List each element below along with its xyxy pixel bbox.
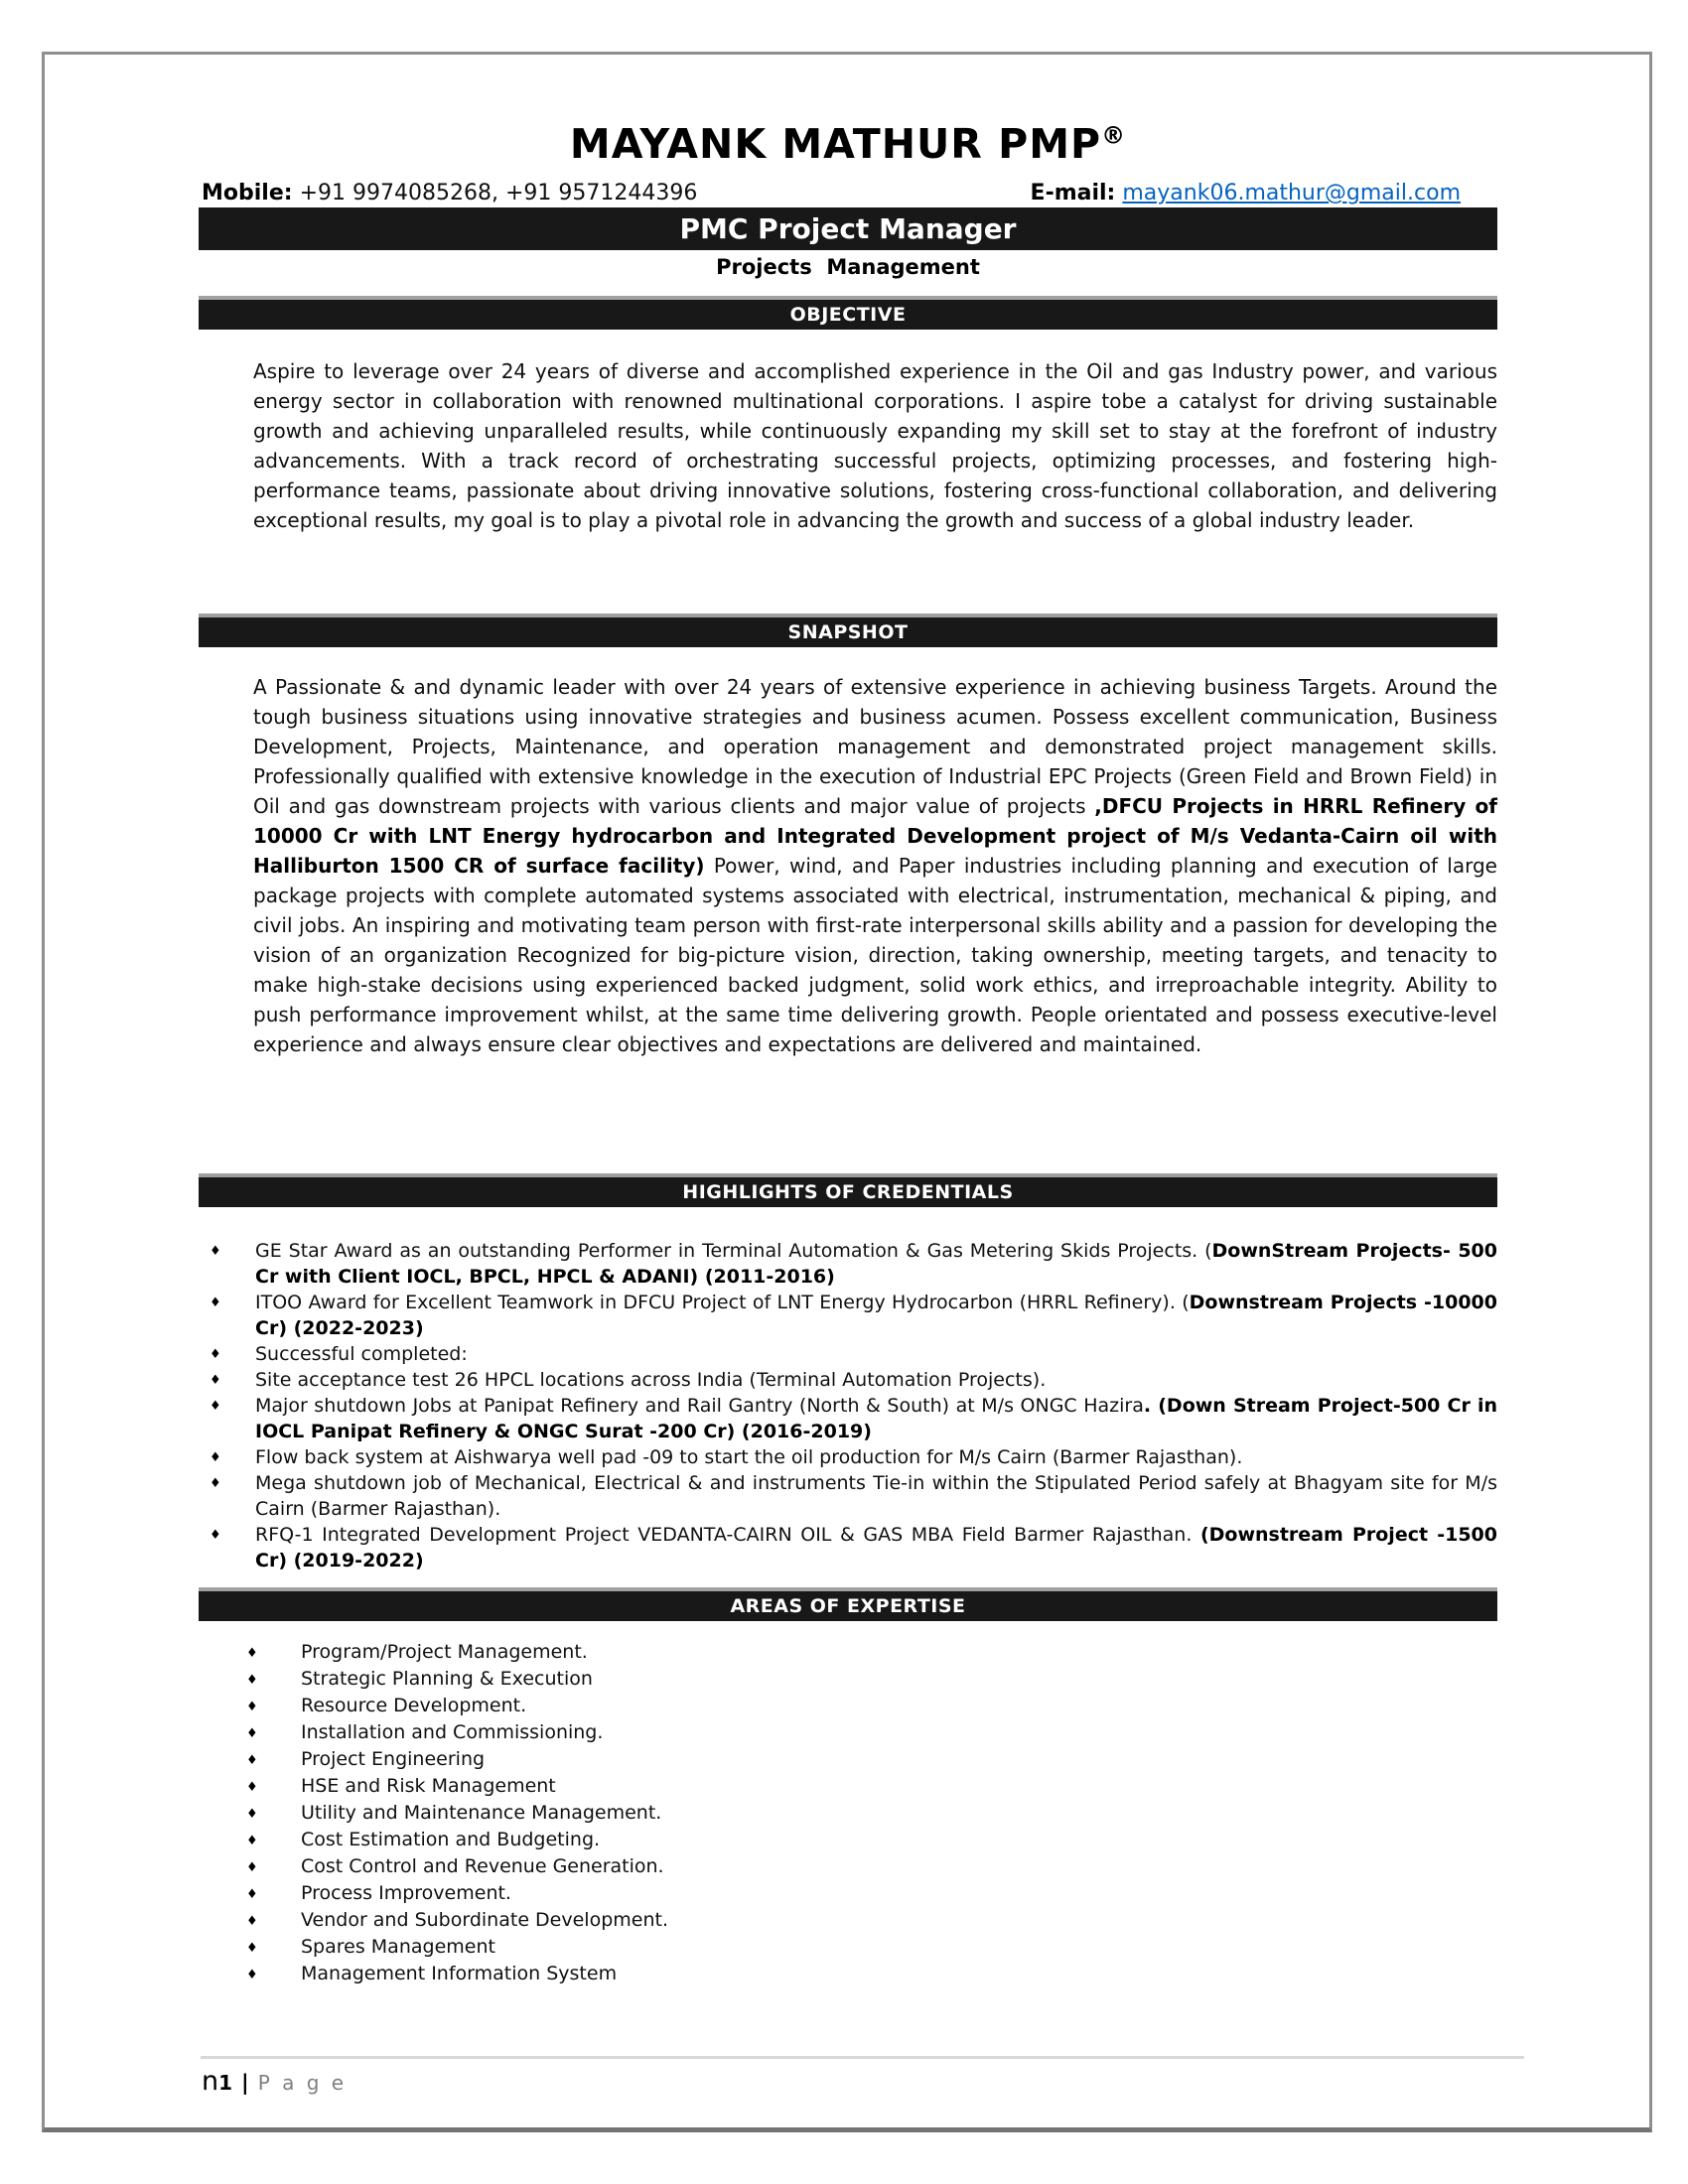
expertise-text: Cost Estimation and Budgeting. bbox=[301, 1829, 601, 1850]
snapshot-paragraph bbox=[253, 672, 1497, 1059]
highlight-text: RFQ-1 Integrated Development Project VEDANTA-CAIRN OIL & GAS MBA Field Barmer Rajasthan. bbox=[255, 1524, 1200, 1546]
expertise-text: Installation and Commissioning. bbox=[301, 1721, 604, 1743]
diamond-bullet-icon: ♦ bbox=[246, 1834, 258, 1848]
expertise-text: Spares Management bbox=[301, 1936, 495, 1958]
expertise-item bbox=[199, 1639, 1497, 1666]
footer-divider: | bbox=[241, 2071, 249, 2095]
highlight-text: Major shutdown Jobs at Panipat Refinery and Rail Gantry (North & South) at M/s ONGC Hazira bbox=[255, 1395, 1144, 1417]
diamond-bullet-icon: ♦ bbox=[246, 1887, 258, 1902]
highlight-item bbox=[199, 1470, 1497, 1522]
highlight-text: GE Star Award as an outstanding Performer in Terminal Automation & Gas Metering Skids Projects. ( bbox=[255, 1240, 1212, 1262]
diamond-bullet-icon: ♦ bbox=[210, 1296, 221, 1310]
footer-separator-line bbox=[201, 2056, 1524, 2059]
page-title bbox=[199, 120, 1497, 168]
highlight-item bbox=[199, 1367, 1497, 1393]
expertise-text: Strategic Planning & Execution bbox=[301, 1668, 593, 1690]
diamond-bullet-icon: ♦ bbox=[246, 1968, 258, 1982]
expertise-item bbox=[199, 1853, 1497, 1880]
role-title-banner: PMC Project Manager bbox=[199, 207, 1497, 250]
diamond-bullet-icon: ♦ bbox=[246, 1860, 258, 1875]
expertise-item bbox=[199, 1907, 1497, 1934]
footer-page-number: 1 bbox=[218, 2071, 233, 2095]
highlight-bold-text: Downstream Projects -10000 Cr) (2022-2023) bbox=[255, 1292, 1497, 1339]
mobile-numbers: +91 9974085268, +91 9571244396 bbox=[299, 181, 698, 205]
diamond-bullet-icon: ♦ bbox=[246, 1914, 258, 1929]
diamond-bullet-icon: ♦ bbox=[246, 1941, 258, 1956]
candidate-name: MAYANK MATHUR PMP bbox=[569, 120, 1102, 168]
section-heading-snapshot: SNAPSHOT bbox=[199, 614, 1497, 647]
highlight-text: ITOO Award for Excellent Teamwork in DFCU Project of LNT Energy Hydrocarbon (HRRL Refinery). ( bbox=[255, 1292, 1190, 1313]
highlights-list bbox=[199, 1238, 1497, 1573]
highlight-bold-text: (Downstream Project -1500 Cr) (2019-2022) bbox=[255, 1524, 1497, 1571]
expertise-item bbox=[199, 1827, 1497, 1853]
diamond-bullet-icon: ♦ bbox=[210, 1373, 221, 1388]
expertise-text: Vendor and Subordinate Development. bbox=[301, 1909, 668, 1931]
expertise-item bbox=[199, 1773, 1497, 1800]
diamond-bullet-icon: ♦ bbox=[246, 1700, 258, 1714]
diamond-bullet-icon: ♦ bbox=[246, 1753, 258, 1768]
diamond-bullet-icon: ♦ bbox=[210, 1476, 221, 1491]
highlight-text: Site acceptance test 26 HPCL locations across India (Terminal Automation Projects). bbox=[255, 1369, 1047, 1391]
expertise-text: Resource Development. bbox=[301, 1695, 527, 1716]
highlight-text: Mega shutdown job of Mechanical, Electrical & and instruments Tie-in within the Stipulated Period safely at Bhagyam site for M/s Cairn (Barmer Rajasthan). bbox=[255, 1472, 1497, 1520]
mobile-label: Mobile: bbox=[202, 181, 293, 205]
expertise-item bbox=[199, 1880, 1497, 1907]
section-heading-expertise: AREAS OF EXPERTISE bbox=[199, 1587, 1497, 1621]
diamond-bullet-icon: ♦ bbox=[210, 1347, 221, 1362]
objective-paragraph: Aspire to leverage over 24 years of diverse and accomplished experience in the Oil and gas Industry power, and various energy sector in collaboration with renowned multinational corporations. I aspire tobe a catalyst for driving sustainable growth and achieving unparalleled results, while continuously expanding my skill set to stay at the forefront of industry advancements. With a track record of orchestrating successful projects, optimizing processes, and fostering high-performance teams, passionate about driving innovative solutions, fostering cross-functional collaboration, and delivering exceptional results, my goal is to play a pivotal role in advancing the growth and success of a global industry leader. bbox=[253, 359, 1497, 532]
mobile-field bbox=[202, 181, 697, 205]
section-heading-highlights: HIGHLIGHTS OF CREDENTIALS bbox=[199, 1173, 1497, 1207]
diamond-bullet-icon: ♦ bbox=[246, 1780, 258, 1795]
expertise-text: Management Information System bbox=[301, 1963, 618, 1984]
expertise-text: Program/Project Management. bbox=[301, 1641, 588, 1663]
expertise-item bbox=[199, 1666, 1497, 1693]
expertise-item bbox=[199, 1693, 1497, 1719]
section-heading-objective: OBJECTIVE bbox=[199, 296, 1497, 330]
page-border-frame bbox=[42, 52, 1652, 2132]
expertise-text: HSE and Risk Management bbox=[301, 1775, 556, 1797]
email-label: E-mail: bbox=[1030, 181, 1116, 205]
expertise-text: Process Improvement. bbox=[301, 1882, 511, 1904]
role-subtitle: Projects Management bbox=[716, 255, 980, 279]
expertise-text: Utility and Maintenance Management. bbox=[301, 1802, 662, 1824]
diamond-bullet-icon: ♦ bbox=[246, 1726, 258, 1741]
diamond-bullet-icon: ♦ bbox=[210, 1450, 221, 1465]
email-field bbox=[1031, 181, 1461, 205]
expertise-text: Project Engineering bbox=[301, 1748, 486, 1770]
registered-trademark-mark: ® bbox=[1101, 121, 1127, 150]
expertise-item bbox=[199, 1746, 1497, 1773]
diamond-bullet-icon: ♦ bbox=[210, 1528, 221, 1543]
expertise-item bbox=[199, 1800, 1497, 1827]
expertise-item bbox=[199, 1934, 1497, 1961]
email-link[interactable]: mayank06.mathur@gmail.com bbox=[1122, 181, 1461, 205]
highlight-item bbox=[199, 1444, 1497, 1470]
highlight-item bbox=[199, 1393, 1497, 1444]
diamond-bullet-icon: ♦ bbox=[210, 1244, 221, 1259]
highlight-bold-text: DownStream Projects- 500 Cr with Client IOCL, BPCL, HPCL & ADANI) (2011-2016) bbox=[255, 1240, 1497, 1288]
snapshot-text-end: Power, wind, and Paper industries including planning and execution of large package projects with complete automated systems associated with electrical, instrumentation, mechanical & piping, and civil jobs. An inspiring and motivating team person with first-rate interpersonal skills ability and a passion for developing the vision of an organization Recognized for big-picture vision, direction, taking ownership, meeting targets, and tenacity to make high-stake decisions using experienced backed judgment, solid work ethics, and irreproachable integrity. Ability to push performance improvement whilst, at the same time delivering growth. People orientated and possess executive-level experience and always ensure clear objectives and expectations are delivered and maintained. bbox=[253, 854, 1497, 1056]
expertise-item bbox=[199, 1719, 1497, 1746]
diamond-bullet-icon: ♦ bbox=[246, 1807, 258, 1822]
highlight-item bbox=[199, 1522, 1497, 1573]
expertise-item bbox=[199, 1961, 1497, 1987]
snapshot-text-bold: ,DFCU Projects in HRRL Refinery of 10000 Cr with LNT Energy hydrocarbon and Integrated Development project of M/s Vedanta-Cairn oil with Halliburton 1500 CR of surface facility) bbox=[253, 794, 1498, 878]
highlight-item bbox=[199, 1238, 1497, 1290]
snapshot-text-start: A Passionate & and dynamic leader with over 24 years of extensive experience in achieving business Targets. Around the tough business situations using innovative strategies and business acumen. Possess excellent communication, Business Development, Projects, Maintenance, and operation management and demonstrated project management skills. Professionally qualified with extensive knowledge in the execution of Industrial EPC Projects (Green Field and Brown Field) in Oil and gas downstream projects with various clients and major value of projects bbox=[253, 675, 1497, 818]
diamond-bullet-icon: ♦ bbox=[210, 1399, 221, 1414]
expertise-text: Cost Control and Revenue Generation. bbox=[301, 1855, 664, 1877]
highlight-text: Flow back system at Aishwarya well pad -09 to start the oil production for M/s Cairn (Barmer Rajasthan). bbox=[255, 1446, 1243, 1468]
footer-page-label: P a g e bbox=[257, 2071, 348, 2095]
highlight-item bbox=[199, 1341, 1497, 1367]
contact-row bbox=[202, 181, 1494, 205]
expertise-list bbox=[199, 1639, 1497, 1987]
page-footer bbox=[202, 2066, 347, 2097]
highlight-item bbox=[199, 1290, 1497, 1341]
footer-page-prefix: n bbox=[202, 2066, 219, 2097]
highlight-bold-text: . (Down Stream Project-500 Cr in IOCL Panipat Refinery & ONGC Surat -200 Cr) (2016-2019) bbox=[255, 1395, 1498, 1442]
highlight-text: Successful completed: bbox=[255, 1343, 468, 1365]
diamond-bullet-icon: ♦ bbox=[246, 1673, 258, 1688]
diamond-bullet-icon: ♦ bbox=[246, 1646, 258, 1661]
